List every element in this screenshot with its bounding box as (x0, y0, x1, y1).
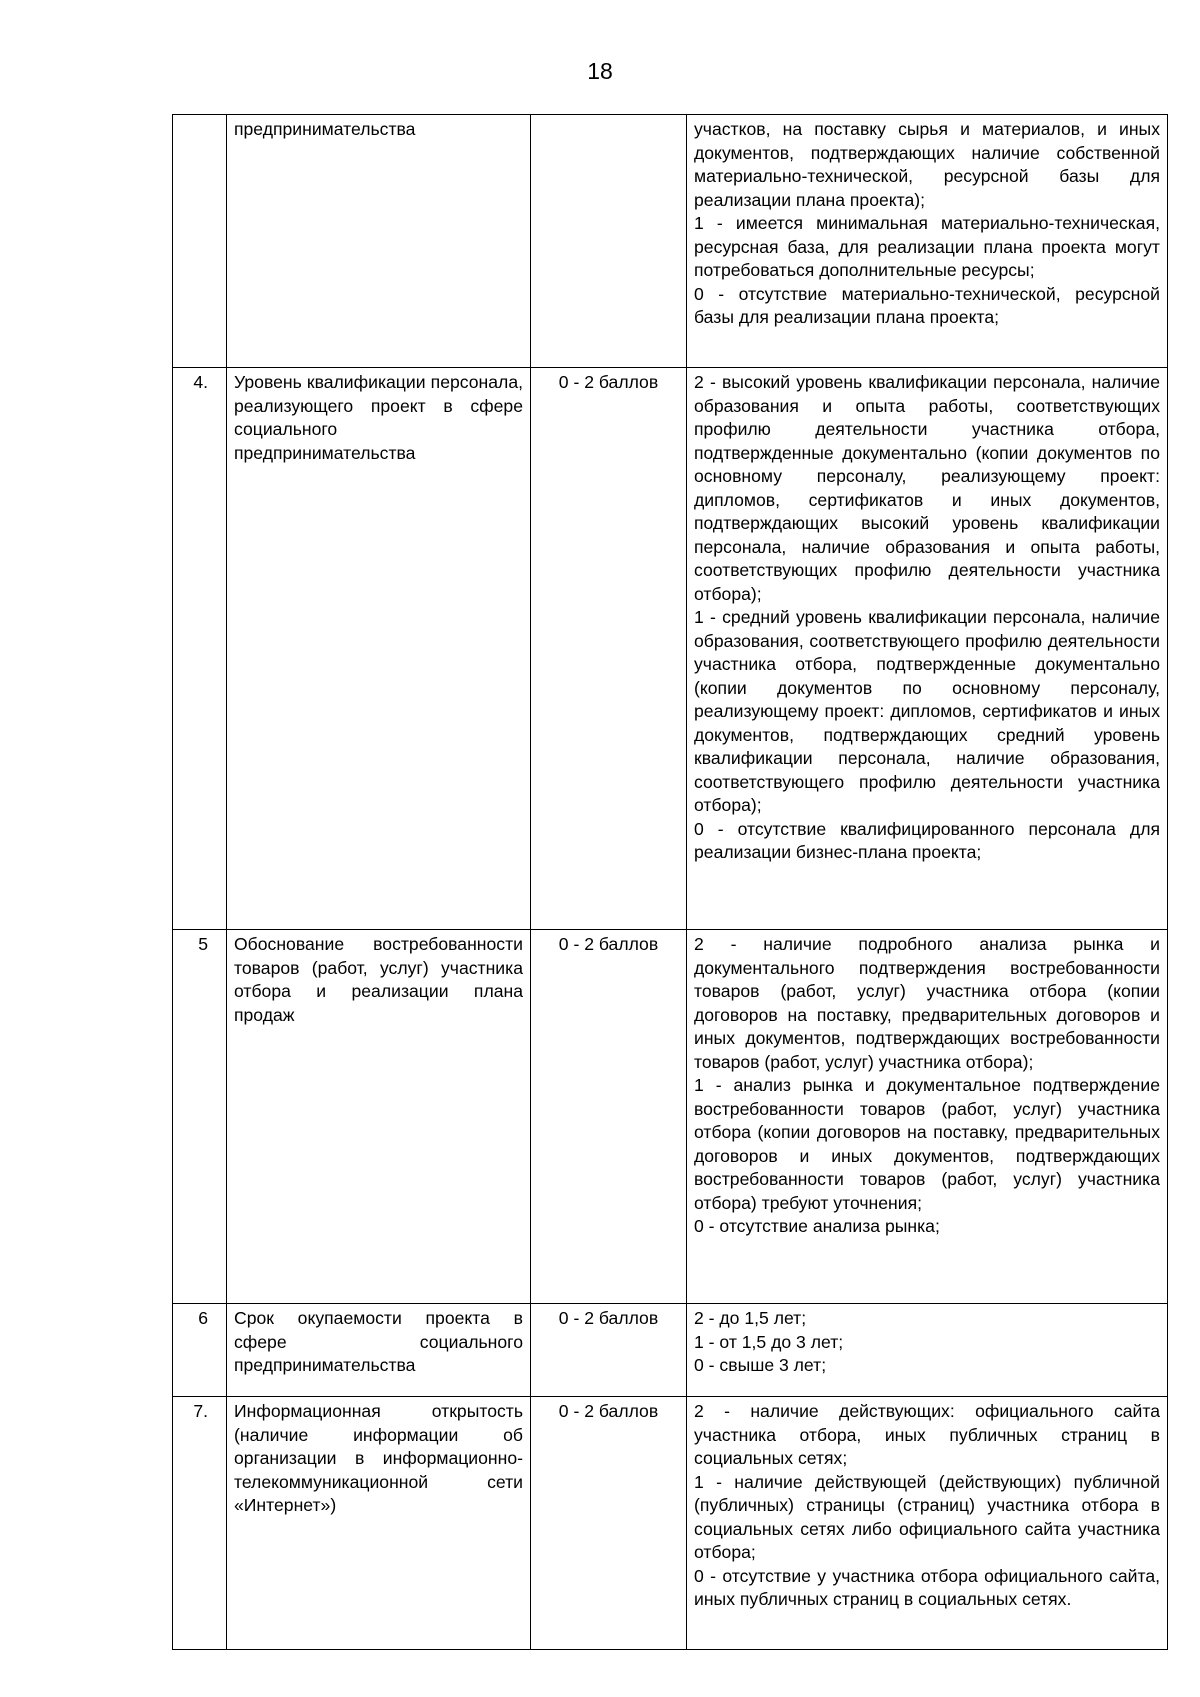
description-line: 2 - наличие подробного анализа рынка и документального подтверждения востребованности товаров (работ, услуг) участника отбора (копии договоров на поставку, предварительных договоров и иных документов, подтверждающих востребованности товаров (работ, услуг) участника отбора); (694, 934, 1160, 1072)
criterion-name: Уровень квалификации персонала, реализующего проект в сфере социального предпринимательства (227, 368, 531, 930)
criterion-description (687, 1397, 1168, 1650)
table-row (173, 1304, 1168, 1397)
table-row (173, 368, 1168, 930)
row-number: 4. (173, 368, 227, 930)
score-range: 0 - 2 баллов (531, 1397, 687, 1650)
score-range (531, 115, 687, 368)
description-line: 0 - отсутствие материально-технической, ресурсной базы для реализации плана проекта; (694, 283, 1160, 327)
description-line: 0 - отсутствие у участника отбора официального сайта, иных публичных страниц в социальных сетях. (694, 1565, 1160, 1609)
score-range: 0 - 2 баллов (531, 930, 687, 1304)
score-range: 0 - 2 баллов (531, 1304, 687, 1397)
description-line: 2 - до 1,5 лет; (694, 1308, 807, 1328)
score-range: 0 - 2 баллов (531, 368, 687, 930)
row-number: 7. (173, 1397, 227, 1650)
page-number: 18 (587, 58, 613, 84)
row-number: 5 (173, 930, 227, 1304)
description-line: 2 - высокий уровень квалификации персонала, наличие образования и опыта работы, соответствующих профилю деятельности участника отбора, подтвержденные документально (копии документов по основному персоналу, реализующему проект: дипломов, сертификатов и иных документов, подтверждающих высокий уровень квалификации персонала, наличие образования и опыта работы, соответствующих профилю деятельности участника отбора); (694, 372, 1160, 604)
description-line: 0 - свыше 3 лет; (694, 1355, 827, 1375)
criterion-description (687, 930, 1168, 1304)
criterion-name: предпринимательства (227, 115, 531, 368)
criterion-description (687, 1304, 1168, 1397)
table-row (173, 115, 1168, 368)
description-line: 2 - наличие действующих: официального сайта участника отбора, иных публичных страниц в социальных сетях; (694, 1401, 1160, 1468)
criterion-description (687, 368, 1168, 930)
description-line: 0 - отсутствие квалифицированного персонала для реализации бизнес-плана проекта; (694, 818, 1160, 862)
criterion-name: Срок окупаемости проекта в сфере социального предпринимательства (227, 1304, 531, 1397)
criterion-description (687, 115, 1168, 368)
description-line: 1 - средний уровень квалификации персонала, наличие образования, соответствующего профилю деятельности участника отбора, подтвержденные документально (копии документов по основному персоналу, реализующему проект: дипломов, сертификатов и иных документов, подтверждающих средний уровень квалификации персонала, наличие образования, соответствующего профилю деятельности участника отбора); (694, 607, 1160, 815)
description-line: 1 - от 1,5 до 3 лет; (694, 1331, 844, 1352)
description-line: 1 - имеется минимальная материально-техническая, ресурсная база, для реализации плана проекта могут потребоваться дополнительные ресурсы; (694, 213, 1160, 280)
criterion-name: Информационная открытость (наличие информации об организации в информационно-телекоммуникационной сети «Интернет») (227, 1397, 531, 1650)
description-line: участков, на поставку сырья и материалов, и иных документов, подтверждающих наличие собственной материально-технической, ресурсной базы для реализации плана проекта); (694, 119, 1160, 210)
row-number: 6 (173, 1304, 227, 1397)
description-line: 1 - наличие действующей (действующих) публичной (публичных) страницы (страниц) участника отбора в социальных сетях либо официального сайта участника отбора; (694, 1471, 1160, 1562)
row-number (173, 115, 227, 368)
table-row (173, 1397, 1168, 1650)
table-row (173, 930, 1168, 1304)
criterion-name: Обоснование востребованности товаров (работ, услуг) участника отбора и реализации плана продаж (227, 930, 531, 1304)
criteria-table (172, 114, 1168, 1650)
description-line: 0 - отсутствие анализа рынка; (694, 1216, 940, 1236)
description-line: 1 - анализ рынка и документальное подтверждение востребованности товаров (работ, услуг) участника отбора (копии договоров на поставку, предварительных договоров и иных документов, подтверждающих востребованности товаров (работ, услуг) участника отбора) требуют уточнения; (694, 1075, 1160, 1213)
